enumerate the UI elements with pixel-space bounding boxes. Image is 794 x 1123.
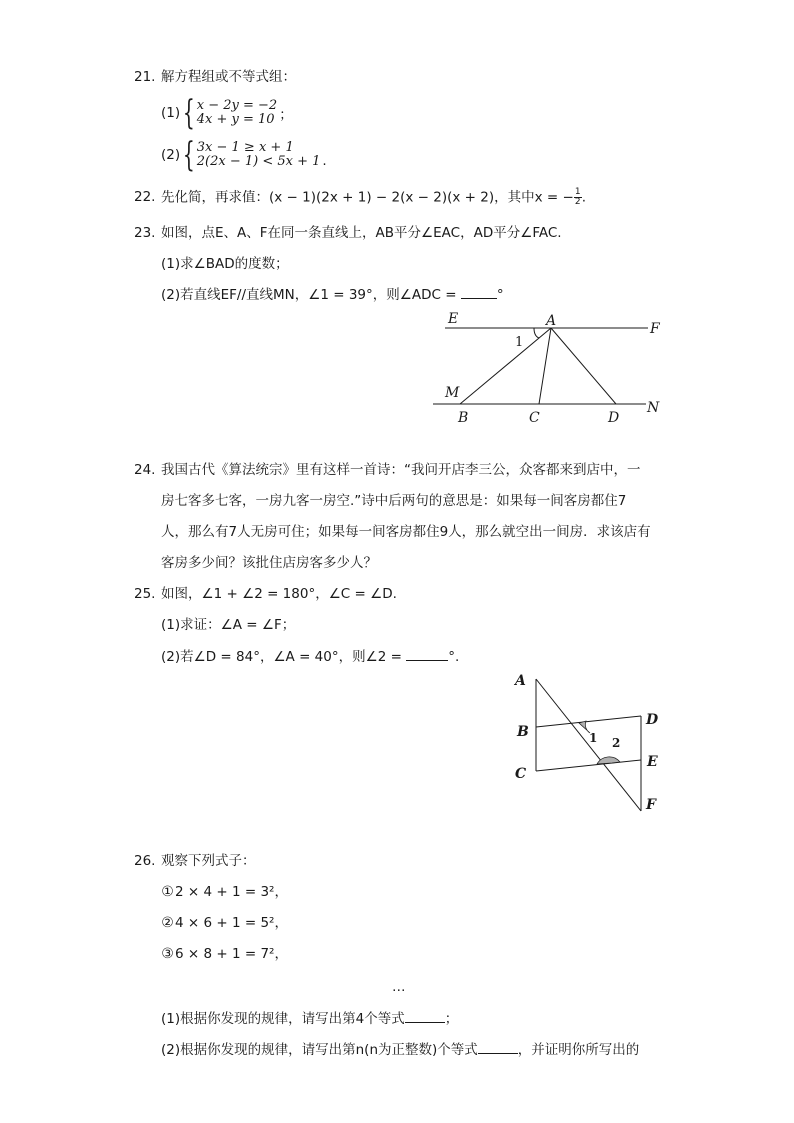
q26-expr3	[161, 945, 288, 963]
label-E: E	[448, 311, 459, 327]
q21-part1	[161, 93, 293, 133]
label-D: D	[608, 410, 620, 426]
label-C: C	[515, 766, 527, 782]
label-E: E	[647, 754, 658, 770]
left-brace-icon: {	[182, 135, 195, 175]
segment-AC	[539, 328, 551, 404]
label-C: C	[529, 410, 540, 426]
q21-part1-system	[197, 99, 277, 127]
q24-line2: 房七客多七客，一房九客一房空.”诗中后两句的意思是：如果每一间客房都住7	[161, 493, 627, 509]
q21-stem: 解方程组或不等式组：	[161, 69, 296, 85]
q23-part2	[161, 286, 504, 304]
q25-stem: 如图，∠1 + ∠2 = 180°，∠C = ∠D.	[161, 586, 397, 602]
q26-part2	[161, 1041, 639, 1059]
circled-number-1-icon: ①	[161, 883, 174, 900]
q21-part2-system	[197, 141, 321, 169]
q23-part1: (1)求∠BAD的度数；	[161, 256, 289, 272]
label-B: B	[517, 724, 529, 740]
q26-part1-blank[interactable]	[405, 1010, 445, 1023]
q26-part1	[161, 1010, 458, 1028]
label-M: M	[445, 385, 460, 401]
label-F: F	[650, 321, 660, 337]
left-brace-icon: {	[182, 93, 195, 133]
q21-part1-eq2: 4x + y = 10	[196, 112, 275, 127]
label-A: A	[546, 313, 557, 329]
q25-figure	[505, 665, 675, 820]
q26-part1-tail: ；	[444, 1011, 459, 1027]
q26-number: 26.	[134, 853, 156, 869]
q23-answer-blank[interactable]	[461, 286, 497, 299]
q26-stem: 观察下列式子：	[161, 853, 256, 869]
q26-ellipsis: …	[392, 979, 406, 995]
segment-AF	[536, 679, 641, 811]
q22-tail: .	[581, 189, 587, 206]
q26-expr1	[161, 883, 288, 901]
q21-part2-ineq1: 3x − 1 ≥ x + 1	[196, 140, 294, 155]
label-angle-2: 2	[612, 736, 621, 750]
q21-part2-tail: .	[322, 153, 327, 169]
q26-part2-text: (2)根据你发现的规律，请写出第n(n为正整数)个等式	[161, 1042, 478, 1058]
q25-answer-blank[interactable]	[406, 648, 448, 661]
q25-number: 25.	[134, 586, 156, 602]
q22-frac-den: 2	[574, 197, 581, 207]
label-D: D	[646, 712, 659, 728]
q23-part2-unit: °	[496, 287, 504, 303]
q23-part2-text: (2)若直线EF//直线MN，∠1 = 39°，则∠ADC =	[161, 287, 461, 303]
q23-figure	[430, 306, 670, 431]
q22-fraction	[574, 188, 582, 207]
angle-1-arc	[534, 328, 539, 338]
q26-expr2	[161, 914, 288, 932]
q26-part2-tail: ，并证明你所写出的	[517, 1042, 640, 1058]
q22-line	[161, 188, 586, 207]
q25-part2-text: (2)若∠D = 84°，∠A = 40°，则∠2 =	[161, 649, 407, 665]
q25-part2	[161, 648, 459, 666]
q24-line4: 客房多少间？该批住店房客多少人？	[161, 555, 377, 571]
segment-CE	[536, 760, 641, 771]
q22-number: 22.	[134, 189, 156, 205]
label-B: B	[458, 410, 469, 426]
label-A: A	[515, 673, 526, 689]
q21-part2	[161, 135, 327, 175]
label-F: F	[646, 797, 656, 813]
q25-part1: (1)求证：∠A = ∠F；	[161, 617, 296, 633]
q24-line1: 我国古代《算法统宗》里有这样一首诗：“我问开店李三公，众客都来到店中，一	[161, 462, 641, 478]
q21-part1-eq1: x − 2y = −2	[196, 98, 278, 113]
segment-BD	[536, 716, 641, 727]
q21-part2-label: (2)	[161, 147, 181, 163]
q23-number: 23.	[134, 225, 156, 241]
q23-stem: 如图，点E、A、F在同一条直线上，AB平分∠EAC，AD平分∠FAC.	[161, 225, 562, 241]
segment-AB	[460, 328, 551, 404]
label-angle-1: 1	[515, 335, 524, 350]
q26-part1-text: (1)根据你发现的规律，请写出第4个等式	[161, 1011, 405, 1027]
q26-part2-blank[interactable]	[478, 1041, 518, 1054]
q26-expr1-text: 2 × 4 + 1 = 3²，	[175, 884, 288, 900]
label-N: N	[647, 400, 660, 416]
q26-expr2-text: 4 × 6 + 1 = 5²，	[175, 915, 288, 931]
q21-part2-ineq2: 2(2x − 1) < 5x + 1	[196, 154, 321, 169]
q25-part2-unit: °.	[448, 649, 460, 665]
q21-number: 21.	[134, 69, 156, 85]
circled-number-2-icon: ②	[161, 914, 174, 931]
q22-frac-num: 1	[574, 187, 581, 197]
q24-number: 24.	[134, 462, 156, 478]
q24-line3: 人，那么有7人无房可住；如果每一间客房都住9人，那么就空出一间房．求该店有	[161, 524, 651, 540]
label-angle-1: 1	[589, 731, 598, 745]
segment-AD	[551, 328, 616, 404]
q22-stem: 先化简，再求值：(x − 1)(2x + 1) − 2(x − 2)(x + 2)，其中x = −	[161, 189, 574, 206]
q26-expr3-text: 6 × 8 + 1 = 7²，	[175, 946, 288, 962]
circled-number-3-icon: ③	[161, 945, 174, 962]
q21-part1-tail: ；	[279, 107, 293, 123]
q21-part1-label: (1)	[161, 105, 181, 121]
